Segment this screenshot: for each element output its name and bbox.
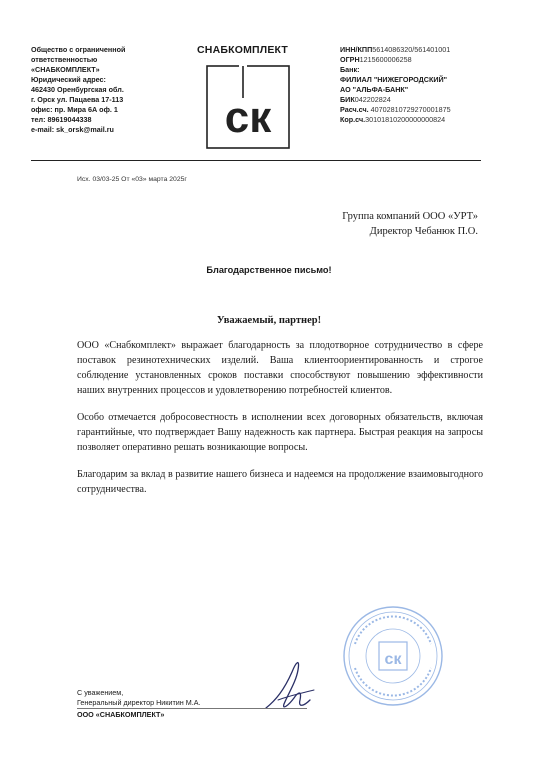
addressee-block <box>342 209 478 239</box>
requisites-block <box>340 45 530 125</box>
requisite-label: ФИЛИАЛ "НИЖЕГОРОДСКИЙ" <box>340 75 448 84</box>
company-info-line: «СНАБКОМПЛЕКТ» <box>31 65 100 74</box>
signatory-title: Генеральный директор Никитин М.А. <box>77 698 201 707</box>
company-info-line: ответственностью <box>31 55 98 64</box>
brand-name: СНАБКОМПЛЕКТ <box>197 44 289 56</box>
requisite-label: АО "АЛЬФА-БАНК" <box>340 85 409 94</box>
requisite-label: ИНН/КПП <box>340 45 373 54</box>
company-info-line: 462430 Оренбургская обл. <box>31 85 124 94</box>
company-info-line: Общество с ограниченной <box>31 45 126 54</box>
requisite-value: 1215600006258 <box>359 55 412 64</box>
letter-greeting: Уважаемый, партнер! <box>216 315 322 326</box>
requisite-label: Расч.сч. <box>340 105 371 114</box>
addressee-person: Директор Чебанюк П.О. <box>369 226 478 237</box>
body-paragraph: Благодарим за вклад в развитие нашего бизнеса и надеемся на продолжение взаимовыгодного сотрудничества. <box>77 469 483 495</box>
requisite-label: Банк: <box>340 65 360 74</box>
letter-title: Благодарственное письмо! <box>206 265 332 275</box>
company-info-line: Юридический адрес: <box>31 75 106 84</box>
signature-icon <box>258 650 328 720</box>
svg-text:ск: ск <box>384 651 402 668</box>
company-logo-icon <box>203 62 293 152</box>
signature-underline <box>77 708 307 709</box>
company-info-line: офис: пр. Мира 6А оф. 1 <box>31 105 118 114</box>
requisite-value: 40702810729270001875 <box>370 105 451 114</box>
requisite-label: ОГРН <box>340 55 360 64</box>
company-info-line: г. Орск ул. Пацаева 17-113 <box>31 95 124 104</box>
company-info-line: e-mail: sk_orsk@mail.ru <box>31 125 114 134</box>
requisite-value: 30101810200000000824 <box>365 115 446 124</box>
requisite-value: 5614086320/561401001 <box>372 45 451 54</box>
company-stamp-icon <box>341 604 445 708</box>
requisite-label: БИК <box>340 95 355 104</box>
requisite-label: Кор.сч. <box>340 115 366 124</box>
signatory-company: ООО «СНАБКОМПЛЕКТ» <box>77 710 165 719</box>
body-paragraph: ООО «Снабкомплект» выражает благодарность за плодотворное сотрудничество в сфере поставок резинотехнических изделий. Ваша клиентоориентированность и строгое соблюдение установленных сроков поставки способствуют повышению эффективности наших внутренних процессов и удовлетворению потребностей клиентов. <box>77 340 483 396</box>
company-info-block <box>31 45 171 135</box>
company-info-line: тел: 89619044338 <box>31 115 92 124</box>
logo-lettering: ск <box>224 93 272 142</box>
closing-phrase: С уважением, <box>77 688 124 697</box>
requisite-value: 042202824 <box>354 95 391 104</box>
header-divider <box>31 160 481 161</box>
body-paragraph: Особо отмечается добросовестность в исполнении всех договорных обязательств, включая гарантийные, что подтверждает Вашу надежность как партнера. Быстрая реакция на запросы позволяет оперативно решать возникающие вопросы. <box>77 412 483 453</box>
letter-body <box>77 338 483 509</box>
outgoing-reference: Исх. 03/03-25 От «03» марта 2025г <box>77 176 187 183</box>
addressee-company: Группа компаний ООО «УРТ» <box>342 211 478 222</box>
signature-block <box>77 688 201 720</box>
